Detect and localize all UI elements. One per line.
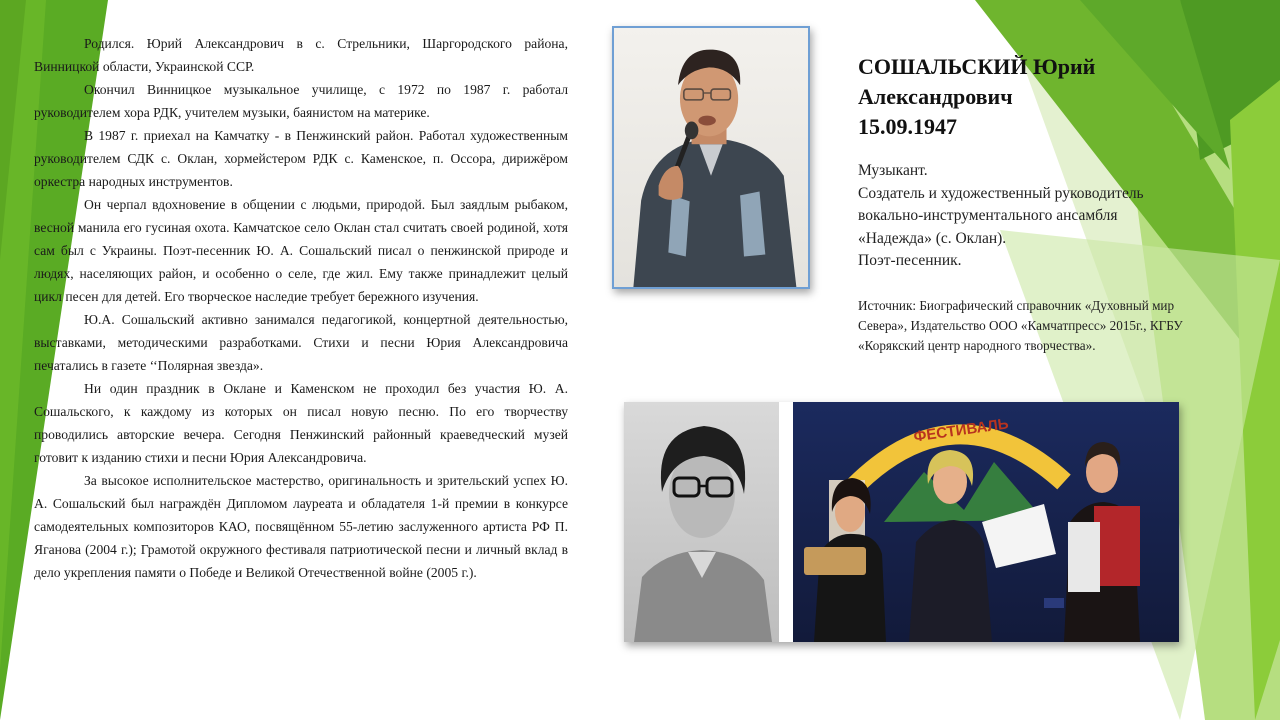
- heading-birthdate: 15.09.1947: [858, 114, 957, 139]
- bio-paragraph: В 1987 г. приехал на Камчатку - в Пенжинский район. Работал художественным руководителем СДК с. Оклан, хормейстером РДК с. Каменское, п. Оссора, дирижёром оркестра народных инструментов.: [34, 128, 568, 189]
- source-citation: Источник: Биографический справочник «Духовный мир Севера», Издательство ООО «Камчатпресс» 2015г., КГБУ «Корякский центр народного творчества».: [858, 298, 1183, 353]
- bio-paragraph: Окончил Винницкое музыкальное училище, с 1972 по 1987 г. работал руководителем хора РДК, учителем музыки, баянистом на материке.: [34, 82, 568, 120]
- accordion-keys: [1068, 522, 1100, 592]
- accordion-bellows: [1094, 506, 1140, 586]
- person-description: [858, 160, 1238, 273]
- description-line: Поэт-песенник.: [858, 252, 962, 269]
- biography-text: [34, 32, 568, 584]
- bio-paragraph: Ю.А. Сошальский активно занимался педагогикой, концертной деятельностью, выставками, методическими разработками. Стихи и песни Юрия Александровича печатались в газете ‘‘Полярная звезда».: [34, 312, 568, 373]
- portrait-photo: [612, 26, 810, 289]
- description-line: Создатель и художественный руководитель: [858, 184, 1144, 202]
- woman-center-dress: [909, 520, 992, 642]
- person-heading: [858, 52, 1218, 142]
- description-line: вокально-инструментального ансамбля: [858, 207, 1118, 224]
- description-line: «Надежда» (с. Оклан).: [858, 229, 1007, 247]
- group-photo-image: [624, 402, 1179, 642]
- bio-paragraph: Родился. Юрий Александрович в с. Стрельники, Шаргородского района, Винницкой области, Украинской ССР.: [34, 36, 568, 74]
- photo-divider: [779, 402, 793, 642]
- portrait-photo-image: [614, 28, 808, 287]
- bio-paragraph: За высокое исполнительское мастерство, оригинальность и зрительский успех Ю. А. Сошальский был награждён Дипломом лауреата и обладателя 1-й премии в конкурсе самодеятельных композиторов КАО, посвящённом 55-летию заслуженного артиста РФ П. Яганова (2004 г.); Грамотой окружного фестиваля патриотической песни и личный вклад в дело укрепления памяти о Победе и Великой Отечественной войне (2005 г.).: [34, 473, 568, 580]
- bio-paragraph: Ни один праздник в Оклане и Каменском не проходил без участия Ю. А. Сошальского, к каждому из которых он писал новую песню. По его творчеству проводились авторские вечера. Сегодня Пенжинский районный краеведческий музей готовит к изданию стихи и песни Юрия Александровича.: [34, 381, 568, 465]
- gift-box: [804, 547, 866, 575]
- festival-banner-text: ФЕСТИВАЛЬ: [912, 415, 1010, 446]
- bio-paragraph: Он черпал вдохновение в общении с людьми, природой. Был заядлым рыбаком, весной манила его гусиная охота. Камчатское село Оклан стал считать своей родиной, хотя сам был с Украины. Поэт-песенник Ю. А. Сошальский писал о пенжинской природе и людях, населяющих район, и особенно о селе, где жил. Ему также принадлежит целый цикл песен для детей. Его творческое наследие требует бережного изучения.: [34, 197, 568, 304]
- heading-patronymic: Александрович: [858, 84, 1013, 109]
- heading-name: СОШАЛЬСКИЙ Юрий: [858, 54, 1096, 79]
- group-photo-collage: [624, 402, 1179, 642]
- description-line: Музыкант.: [858, 162, 928, 179]
